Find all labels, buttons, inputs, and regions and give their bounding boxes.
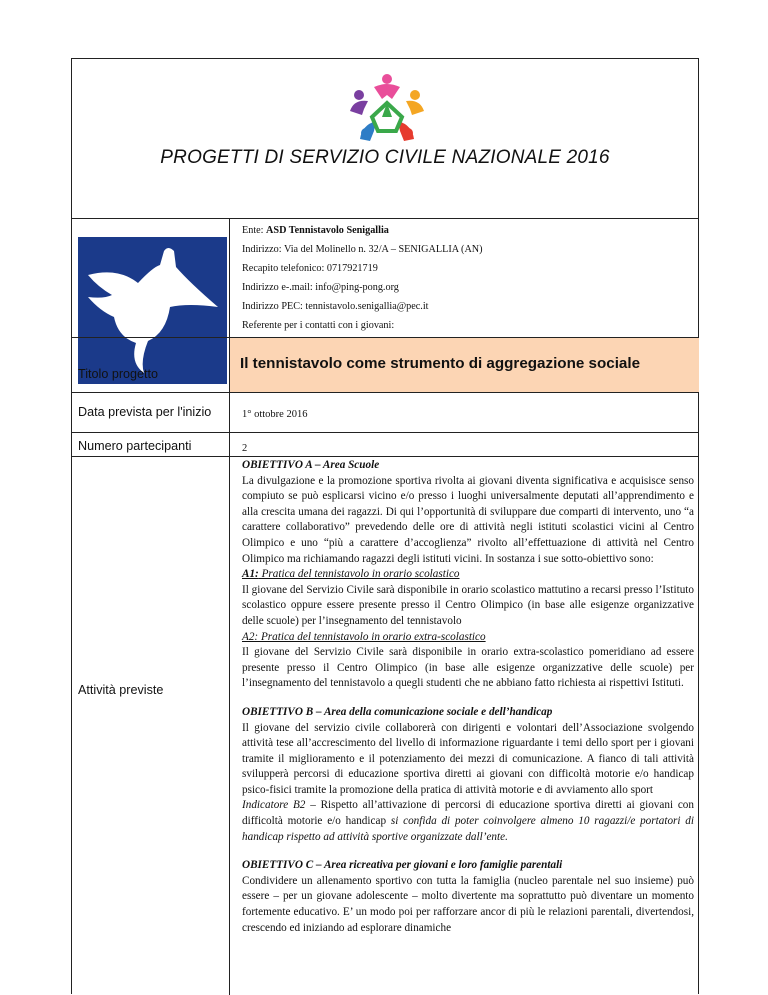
obiettivo-b-text: Il giovane del servizio civile collaborerà con dirigenti e volontari dell’Associazione svolgendo attività tese all’accrescimento del livello di informazione riguardante i temi dello sport per i giovani tramite il miglioramento e il potenziamento dei mezzi di comunicazione. A fianco di tali attività svilupperà percorsi di educazione sportiva diretti ai giovani con difficoltà motorie e/o handicap psico-fisici tramite la promozione della pratica di attività motorie e di avviamento allo sport — [242, 721, 694, 796]
ente-address: Indirizzo: Via del Molinello n. 32/A – SENIGALLIA (AN) — [242, 243, 483, 255]
ente-info — [242, 222, 483, 354]
a1-heading — [242, 567, 694, 583]
divider — [72, 218, 698, 219]
obiettivo-c-title: OBIETTIVO C – Area ricreativa per giovani e loro famiglie parentali — [242, 859, 563, 872]
a2-text: Il giovane del Servizio Civile sarà disponibile in orario extra-scolastico pomeridiano ad essere presente presso il Centro Olimpico (in base alle esigenze organizzative delle scuole) per l’insegnamento del tennistavolo a quegli studenti che ne abbiano fatto richiesta ai rispettivi Istituti. — [242, 646, 694, 690]
titolo-value: Il tennistavolo come strumento di aggregazione sociale — [240, 355, 641, 372]
b2-label: Indicatore B2 — [242, 799, 306, 812]
ente-label: Ente: — [242, 225, 267, 236]
numero-partecipanti-value: 2 — [242, 443, 248, 454]
column-divider — [229, 218, 230, 995]
numero-partecipanti-label: Numero partecipanti — [78, 439, 192, 453]
a1-title: Pratica del tennistavolo in orario scolastico — [258, 568, 460, 581]
a2-title: A2: Pratica del tennistavolo in orario extra-scolastico — [242, 630, 486, 643]
ente-email: Indirizzo e-.mail: info@ping-pong.org — [242, 281, 399, 293]
b2-italic: si confida di poter coinvolgere almeno 10 ragazzi/e portatori di handicap rispetto ad attività sportive organizzate dall’ente. — [242, 815, 694, 843]
header-cell — [72, 59, 698, 218]
obiettivo-b-title: OBIETTIVO B – Area della comunicazione sociale e dell’handicap — [242, 705, 553, 718]
obiettivo-c-text: Condividere un allenamento sportivo con tutta la famiglia (nucleo parentale nel suo insieme) può essere – per un giovane adolescente – molto divertente ma soprattutto può diventare un momento fortemente educativo. E’ un modo poi per rafforzare ancor di più le relazioni parentali, divertendosi, crescendo ed iniziando ad esplorare dinamiche — [242, 874, 694, 934]
data-inizio-label: Data prevista per l'inizio — [78, 405, 212, 419]
attivita-label: Attività previste — [78, 683, 164, 697]
titolo-value-cell — [230, 338, 699, 392]
ente-logo — [78, 237, 227, 384]
swan-logo-icon — [78, 237, 227, 384]
document-table — [71, 58, 699, 994]
b2-text: – Rispetto all’attivazione di percorsi di educazione sportiva diretti ai giovani con difficoltà motorie e/o handicap — [242, 799, 694, 828]
ente-pec: Indirizzo PEC: tennistavolo.senigallia@pec.it — [242, 300, 429, 312]
attivita-content — [242, 458, 694, 936]
obiettivo-a-text: La divulgazione e la promozione sportiva rivolta ai giovani diventa significativa e acquisisce senso compiuto se può esplicarsi vicino e/o presso i luoghi universalmente deputati all’apprendimento e alla crescita umana dei ragazzi. Di qui l’opportunità di sviluppare due comparti di intervento, uno “a carattere collaborativo” prevedendo delle ore di attività negli istituti scolastici vicini al Centro Olimpico e uno “più a carattere d’accoglienza” rivolto all’effettuazione di attività nel Centro Olimpico ma richiamando ragazzi degli istituti vicini. In sostanza i sue sotto-obiettivo sono: — [242, 474, 694, 565]
data-inizio-value: 1° ottobre 2016 — [242, 409, 308, 420]
servizio-civile-star-logo — [332, 69, 442, 153]
divider — [72, 432, 698, 433]
ente-name: ASD Tennistavolo Senigallia — [266, 225, 389, 236]
divider — [72, 392, 698, 393]
obiettivo-a-title: OBIETTIVO A – Area Scuole — [242, 459, 380, 471]
a1-text: Il giovane del Servizio Civile sarà disponibile in orario scolastico mattutino a recarsi presso l’Istituto scolastico oppure essere presente presso il Centro Olimpico (in base alle esigenze organizzative delle scuole) per l’insegnamento del tennistavolo — [242, 583, 694, 627]
ente-phone: Recapito telefonico: 0717921719 — [242, 262, 378, 274]
page-title: PROGETTI DI SERVIZIO CIVILE NAZIONALE 2016 — [160, 147, 610, 168]
indicatore-b2 — [242, 798, 694, 845]
star-people-logo-icon — [332, 69, 442, 153]
divider — [72, 456, 698, 457]
titolo-label: Titolo progetto — [78, 367, 159, 381]
ente-line — [242, 222, 483, 241]
a1-code: A1: — [242, 568, 259, 581]
ente-referente-label: Referente per i contatti con i giovani: — [242, 319, 395, 331]
